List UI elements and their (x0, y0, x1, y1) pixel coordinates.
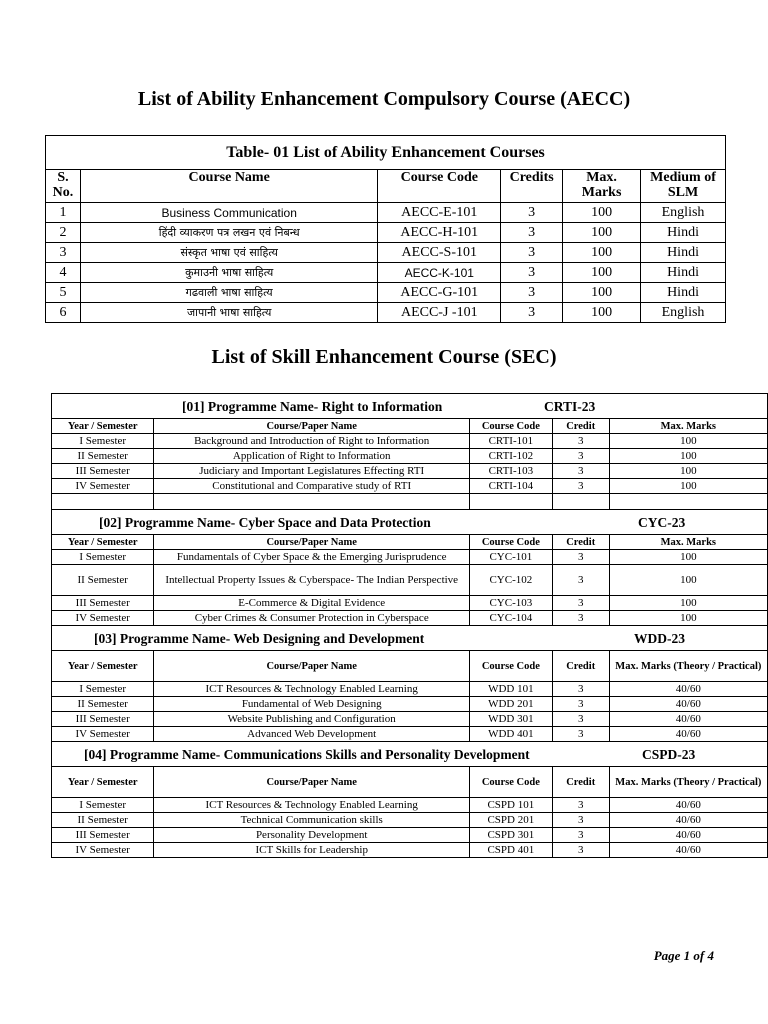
programme-name: [04] Programme Name- Communications Skills and Personality Development (84, 746, 530, 762)
cell-course-name: कुमाउनी भाषा साहित्य (80, 263, 377, 283)
cell-max-marks: 100 (563, 283, 641, 303)
cell-course-name: Business Communication (80, 203, 377, 223)
cell-sno: 4 (46, 263, 81, 283)
cell-semester: IV Semester (52, 479, 154, 494)
table-row (46, 243, 726, 263)
cell-course-code: AECC-J -101 (378, 303, 501, 323)
table-row (52, 550, 768, 565)
cell-semester: III Semester (52, 464, 154, 479)
cell-max-marks: 100 (609, 550, 767, 565)
cell-course-code: CYC-102 (469, 565, 552, 596)
cell-max-marks: 100 (563, 263, 641, 283)
header-course-paper-name: Course/Paper Name (154, 419, 470, 434)
header-medium: Medium of SLM (641, 170, 726, 203)
cell-credit: 3 (552, 464, 609, 479)
cell-course-code: CRTI-103 (469, 464, 552, 479)
table-row (52, 813, 768, 828)
cell-medium: English (641, 303, 726, 323)
cell-course-name: Advanced Web Development (154, 727, 470, 742)
cell-credit: 3 (552, 697, 609, 712)
aecc-table (45, 135, 726, 323)
header-credit: Credit (552, 535, 609, 550)
cell-semester: I Semester (52, 434, 154, 449)
header-max-marks: Max. Marks (563, 170, 641, 203)
cell-semester: III Semester (52, 712, 154, 727)
cell-course-name: Fundamental of Web Designing (154, 697, 470, 712)
cell-max-marks: 100 (609, 464, 767, 479)
cell-max-marks: 100 (609, 611, 767, 626)
cell-credit: 3 (552, 550, 609, 565)
cell-semester: I Semester (52, 682, 154, 697)
cell-credit: 3 (552, 712, 609, 727)
header-course-code: Course Code (469, 651, 552, 682)
cell-course-code: CYC-104 (469, 611, 552, 626)
table-row (52, 464, 768, 479)
table-row (46, 283, 726, 303)
cell-course-code: AECC-S-101 (378, 243, 501, 263)
cell-course-name: Application of Right to Information (154, 449, 470, 464)
table-row (52, 596, 768, 611)
cell-semester: I Semester (52, 798, 154, 813)
table-row (52, 828, 768, 843)
header-course-code: Course Code (469, 535, 552, 550)
cell-semester: I Semester (52, 550, 154, 565)
cell-course-name: Technical Communication skills (154, 813, 470, 828)
cell-max-marks: 100 (563, 203, 641, 223)
cell-course-name: Constitutional and Comparative study of RTI (154, 479, 470, 494)
blank-row (52, 494, 768, 510)
cell-credit: 3 (552, 565, 609, 596)
cell-course-name: Judiciary and Important Legislatures Effecting RTI (154, 464, 470, 479)
cell-max-marks: 100 (609, 479, 767, 494)
header-credit: Credit (552, 767, 609, 798)
cell-course-name: Cyber Crimes & Consumer Protection in Cyberspace (154, 611, 470, 626)
header-course-paper-name: Course/Paper Name (154, 535, 470, 550)
cell-semester: IV Semester (52, 843, 154, 858)
header-max-marks: Max. Marks (Theory / Practical) (609, 651, 767, 682)
cell-credit: 3 (552, 596, 609, 611)
cell-max-marks: 40/60 (609, 697, 767, 712)
cell-credit: 3 (552, 479, 609, 494)
cell-course-code: WDD 401 (469, 727, 552, 742)
cell-medium: Hindi (641, 243, 726, 263)
header-max-marks: Max. Marks (609, 419, 767, 434)
cell-max-marks: 100 (563, 223, 641, 243)
table-row (46, 223, 726, 243)
cell-credits: 3 (501, 303, 563, 323)
header-course-paper-name: Course/Paper Name (154, 767, 470, 798)
cell-credit: 3 (552, 611, 609, 626)
cell-medium: Hindi (641, 223, 726, 243)
cell-course-code: WDD 201 (469, 697, 552, 712)
cell-course-code: CSPD 301 (469, 828, 552, 843)
cell-sno: 6 (46, 303, 81, 323)
blank-cell (154, 494, 470, 510)
cell-course-name: हिंदी व्याकरण पत्र लखन एवं निबन्ध (80, 223, 377, 243)
cell-credit: 3 (552, 843, 609, 858)
cell-course-code: AECC-K-101 (378, 263, 501, 283)
cell-credit: 3 (552, 682, 609, 697)
cell-semester: II Semester (52, 565, 154, 596)
cell-course-name: Website Publishing and Configuration (154, 712, 470, 727)
cell-max-marks: 40/60 (609, 727, 767, 742)
table-row (52, 565, 768, 596)
cell-credits: 3 (501, 203, 563, 223)
cell-max-marks: 40/60 (609, 682, 767, 697)
table-row (52, 697, 768, 712)
cell-course-code: AECC-E-101 (378, 203, 501, 223)
programme-code: CRTI-23 (544, 398, 596, 414)
table-row (52, 611, 768, 626)
cell-credit: 3 (552, 449, 609, 464)
header-credit: Credit (552, 419, 609, 434)
table-row (52, 727, 768, 742)
cell-credits: 3 (501, 243, 563, 263)
table-row (46, 263, 726, 283)
programme-heading (52, 626, 768, 651)
table-row (52, 479, 768, 494)
cell-course-name: ICT Resources & Technology Enabled Learning (154, 682, 470, 697)
cell-sno: 2 (46, 223, 81, 243)
cell-course-name: Fundamentals of Cyber Space & the Emerging Jurisprudence (154, 550, 470, 565)
cell-max-marks: 100 (609, 449, 767, 464)
blank-cell (552, 494, 609, 510)
programme-name: [02] Programme Name- Cyber Space and Data Protection (99, 514, 431, 530)
table-row (52, 682, 768, 697)
cell-course-code: AECC-H-101 (378, 223, 501, 243)
cell-medium: Hindi (641, 263, 726, 283)
cell-max-marks: 40/60 (609, 712, 767, 727)
table-row (52, 798, 768, 813)
cell-credits: 3 (501, 263, 563, 283)
aecc-table-caption: Table- 01 List of Ability Enhancement Courses (46, 136, 726, 170)
cell-max-marks: 40/60 (609, 813, 767, 828)
header-course-paper-name: Course/Paper Name (154, 651, 470, 682)
header-sno: S. No. (46, 170, 81, 203)
header-course-code: Course Code (378, 170, 501, 203)
cell-max-marks: 40/60 (609, 828, 767, 843)
programme-name: [01] Programme Name- Right to Information (182, 398, 443, 414)
header-year-semester: Year / Semester (52, 651, 154, 682)
blank-cell (609, 494, 767, 510)
header-course-name: Course Name (80, 170, 377, 203)
blank-cell (52, 494, 154, 510)
cell-max-marks: 100 (609, 434, 767, 449)
cell-medium: English (641, 203, 726, 223)
cell-course-name: Intellectual Property Issues & Cyberspace- The Indian Perspective (154, 565, 470, 596)
cell-course-code: CYC-103 (469, 596, 552, 611)
programme-heading (52, 394, 768, 419)
cell-max-marks: 100 (563, 243, 641, 263)
cell-credits: 3 (501, 223, 563, 243)
cell-course-code: CYC-101 (469, 550, 552, 565)
cell-semester: III Semester (52, 828, 154, 843)
sec-table (51, 393, 768, 858)
cell-max-marks: 40/60 (609, 843, 767, 858)
cell-course-code: CSPD 201 (469, 813, 552, 828)
cell-course-code: WDD 301 (469, 712, 552, 727)
cell-sno: 5 (46, 283, 81, 303)
programme-name: [03] Programme Name- Web Designing and Development (94, 630, 425, 646)
cell-credit: 3 (552, 798, 609, 813)
cell-credit: 3 (552, 828, 609, 843)
cell-medium: Hindi (641, 283, 726, 303)
table-row (52, 712, 768, 727)
header-course-code: Course Code (469, 419, 552, 434)
header-credits: Credits (501, 170, 563, 203)
cell-course-code: CSPD 101 (469, 798, 552, 813)
cell-course-code: CSPD 401 (469, 843, 552, 858)
cell-course-name: ICT Skills for Leadership (154, 843, 470, 858)
sec-title: List of Skill Enhancement Course (SEC) (211, 346, 557, 368)
cell-credit: 3 (552, 727, 609, 742)
programme-heading (52, 742, 768, 767)
cell-max-marks: 100 (609, 565, 767, 596)
cell-sno: 3 (46, 243, 81, 263)
cell-course-code: CRTI-104 (469, 479, 552, 494)
cell-credits: 3 (501, 283, 563, 303)
cell-course-name: Background and Introduction of Right to Information (154, 434, 470, 449)
header-course-code: Course Code (469, 767, 552, 798)
header-max-marks: Max. Marks (609, 535, 767, 550)
cell-course-name: ICT Resources & Technology Enabled Learning (154, 798, 470, 813)
cell-course-code: WDD 101 (469, 682, 552, 697)
cell-course-code: CRTI-102 (469, 449, 552, 464)
page-number: Page 1 of 4 (653, 948, 714, 963)
cell-credit: 3 (552, 813, 609, 828)
header-year-semester: Year / Semester (52, 767, 154, 798)
programme-heading (52, 510, 768, 535)
table-row (52, 434, 768, 449)
cell-max-marks: 100 (609, 596, 767, 611)
cell-course-name: E-Commerce & Digital Evidence (154, 596, 470, 611)
cell-semester: IV Semester (52, 611, 154, 626)
table-row (46, 303, 726, 323)
cell-course-name: गढवाली भाषा साहित्य (80, 283, 377, 303)
cell-semester: II Semester (52, 813, 154, 828)
cell-max-marks: 40/60 (609, 798, 767, 813)
header-year-semester: Year / Semester (52, 535, 154, 550)
cell-credit: 3 (552, 434, 609, 449)
cell-course-name: जापानी भाषा साहित्य (80, 303, 377, 323)
cell-course-name: संस्कृत भाषा एवं साहित्य (80, 243, 377, 263)
table-row (52, 843, 768, 858)
table-row (46, 203, 726, 223)
cell-max-marks: 100 (563, 303, 641, 323)
programme-code: CSPD-23 (642, 746, 696, 762)
cell-semester: IV Semester (52, 727, 154, 742)
cell-course-name: Personality Development (154, 828, 470, 843)
programme-code: CYC-23 (638, 514, 686, 530)
cell-sno: 1 (46, 203, 81, 223)
blank-cell (469, 494, 552, 510)
cell-semester: II Semester (52, 697, 154, 712)
programme-code: WDD-23 (634, 630, 685, 646)
table-row (52, 449, 768, 464)
cell-semester: III Semester (52, 596, 154, 611)
header-year-semester: Year / Semester (52, 419, 154, 434)
header-max-marks: Max. Marks (Theory / Practical) (609, 767, 767, 798)
header-credit: Credit (552, 651, 609, 682)
cell-semester: II Semester (52, 449, 154, 464)
aecc-title: List of Ability Enhancement Compulsory Course (AECC) (137, 88, 631, 110)
cell-course-code: AECC-G-101 (378, 283, 501, 303)
cell-course-code: CRTI-101 (469, 434, 552, 449)
